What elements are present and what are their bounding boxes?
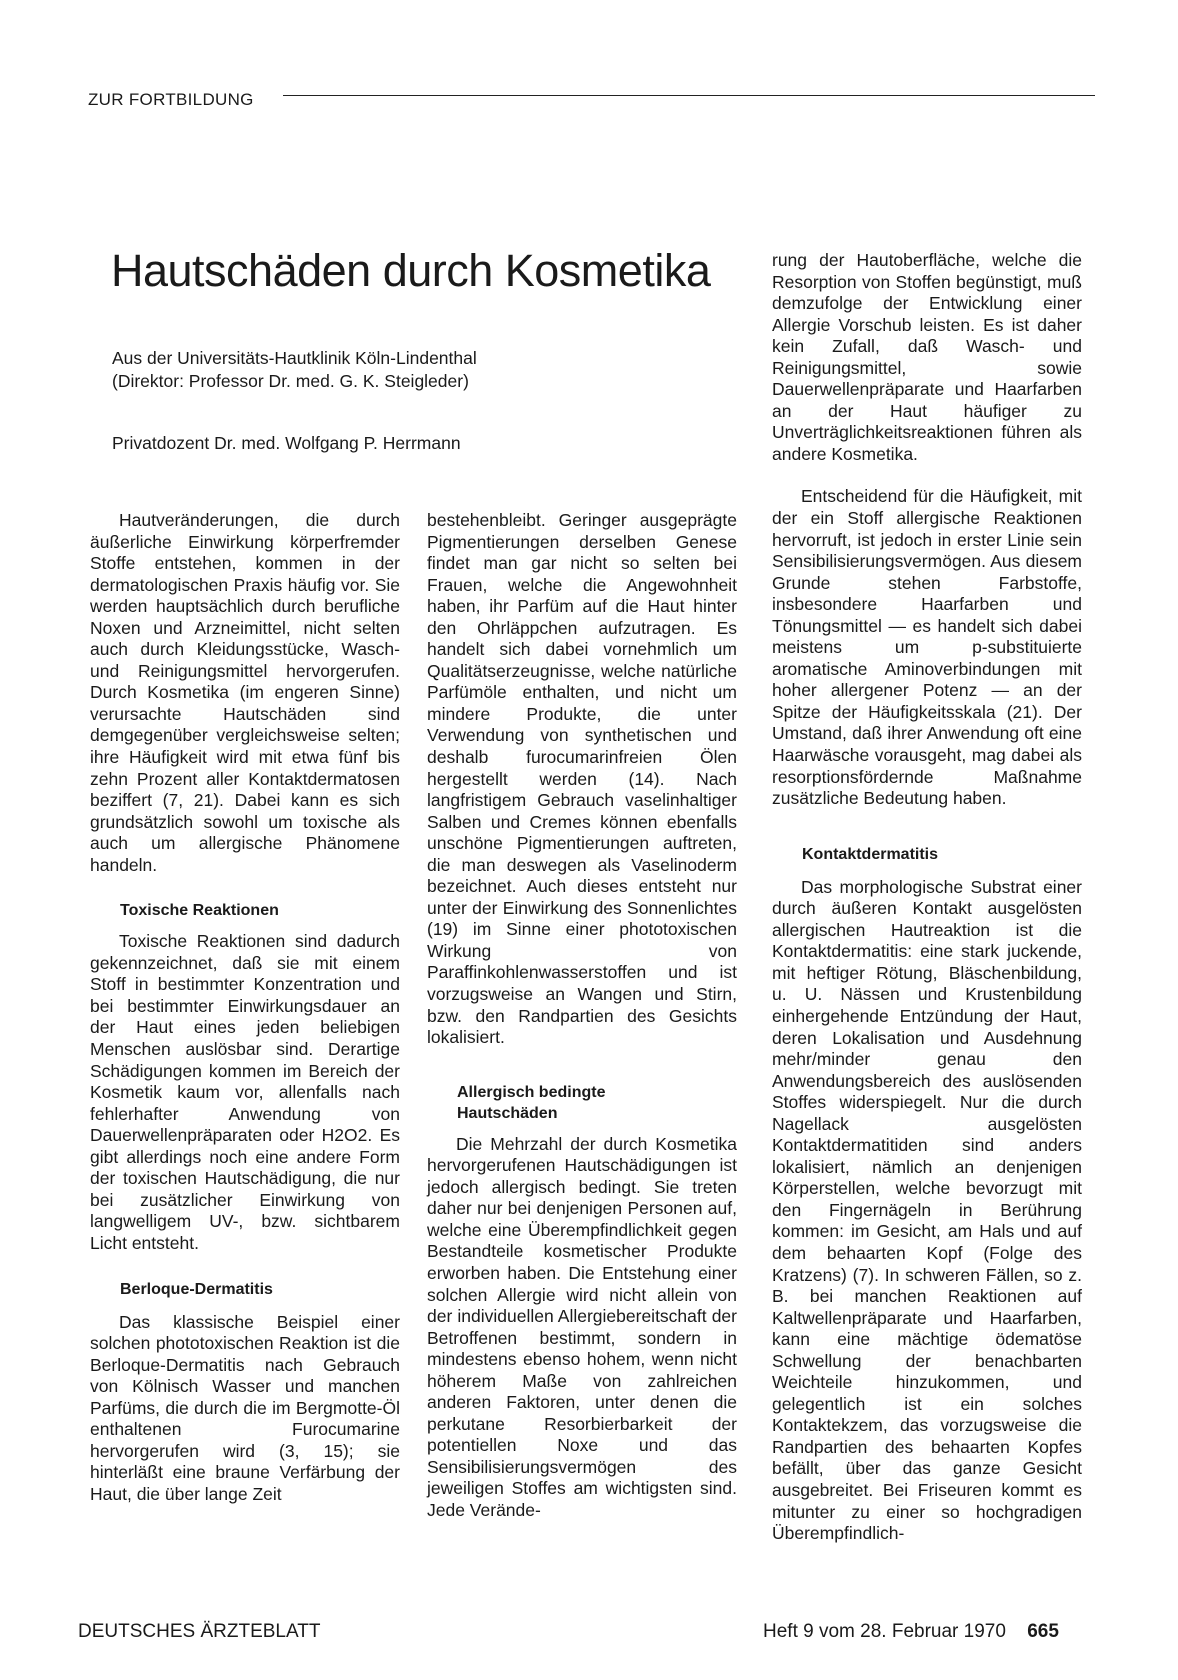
section-heading: Berloque-Dermatitis <box>120 1280 273 1298</box>
section-heading: Toxische Reaktionen <box>120 902 279 920</box>
section-rule <box>283 95 1095 96</box>
section-heading-line-2: Hautschäden <box>457 1104 558 1122</box>
paragraph: Toxische Reaktionen sind dadurch gekennzeichnet, daß sie mit einem Stoff in bestimmter Konzentration und bei bestimmter Einwirkungsdauer an der Haut eines jeden beliebigen Menschen auslösbar sind. Derartige Schädigungen kommen im Bereich der Kosmetik kaum vor, allenfalls nach fehlerhafter Anwendung von Dauerwellenpräparaten oder H2O2. Es gibt allerdings noch eine andere Form der toxischen Hautschädigung, die nur bei zusätzlicher Einwirkung von langwelligem UV-, bzw. sichtbarem Licht entsteht. <box>90 931 400 1253</box>
paragraph: Entscheidend für die Häufigkeit, mit der ein Stoff allergische Reaktionen hervorruft, ist jedoch in erster Linie sein Sensibilisierungsvermögen. Aus diesem Grunde stehen Farbstoffe, insbesondere Haarfarben und Tönungsmittel — es handelt sich dabei meistens um p-substituierte aromatische Aminoverbindungen mit hoher allergener Potenz — an der Spitze der Häufigkeitsskala (21). Der Umstand, daß ihrer Anwendung oft eine Haarwäsche vorausgeht, mag dabei als resorptionsfördernde Maßnahme zusätzliche Bedeutung haben. <box>772 486 1082 809</box>
section-label: ZUR FORTBILDUNG <box>88 90 254 109</box>
paragraph: Das klassische Beispiel einer solchen phototoxischen Reaktion ist die Berloque-Dermatitis nach Gebrauch von Kölnisch Wasser und manchen Parfüms, die durch die im Bergmotte-Öl enthaltenen Furocumarine hervorgerufen wird (3, 15); sie hinterläßt eine braune Verfärbung der Haut, die über lange Zeit <box>90 1311 400 1504</box>
column-2 <box>427 510 737 1522</box>
section-heading: Kontaktdermatitis <box>802 845 939 863</box>
affiliation <box>112 347 762 393</box>
footer-issue <box>763 1621 1059 1643</box>
footer-journal: DEUTSCHES ÄRZTEBLATT <box>78 1621 321 1642</box>
paragraph: Hautveränderungen, die durch äußerliche Einwirkung körperfremder Stoffe entstehen, kommen in der dermatologischen Praxis häufig vor. Sie werden hauptsächlich durch berufliche Noxen und Arzneimittel, nicht selten auch durch Kleidungsstücke, Wasch- und Reinigungsmittel hervorgerufen. Durch Kosmetika (im engeren Sinne) verursachte Hautschäden sind demgegenüber vergleichsweise selten; ihre Häufigkeit wird mit etwa fünf bis zehn Prozent aller Kontaktdermatosen beziffert (7, 21). Dabei kann es sich grundsätzlich sowohl um toxische als auch um allergische Phänomene handeln. <box>90 510 400 875</box>
section-heading-line-1: Allergisch bedingte <box>457 1083 606 1101</box>
issue-date: Heft 9 vom 28. Februar 1970 <box>763 1621 1006 1642</box>
page-number: 665 <box>1027 1621 1059 1642</box>
paragraph: rung der Hautoberfläche, welche die Resorption von Stoffen begünstigt, muß demzufolge der Entwicklung einer Allergie Vorschub leisten. Es ist daher kein Zufall, daß Wasch- und Reinigungsmittel, sowie Dauerwellenpräparate und Haarfarben an der Haut häufiger zu Unverträglichkeitsreaktionen führen als andere Kosmetika. <box>772 250 1082 464</box>
paragraph: bestehenbleibt. Geringer ausgeprägte Pigmentierungen derselben Genese findet man gar nicht so selten bei Frauen, welche die Angewohnheit haben, ihr Parfüm auf die Haut hinter den Ohrläppchen aufzutragen. Es handelt sich dabei vornehmlich um Qualitätserzeugnisse, welche natürliche Parfümöle enthalten, und nicht um mindere Produkte, die unter Verwendung von synthetischen und deshalb furocumarinfreien Ölen hergestellt werden (14). Nach langfristigem Gebrauch vaselinhaltiger Salben und Cremes können ebenfalls unschöne Pigmentierungen auftreten, die man deswegen als Vaselinoderm bezeichnet. Auch dieses entsteht nur unter der Einwirkung des Sonnenlichtes (19) im Sinne einer phototoxischen Wirkung von Paraffinkohlenwasserstoffen und ist vorzugsweise an Wangen und Stirn, bzw. den Randpartien des Gesichts lokalisiert. <box>427 510 737 1048</box>
paragraph: Die Mehrzahl der durch Kosmetika hervorgerufenen Hautschädigungen ist jedoch allergisch bedingt. Sie treten daher nur bei denjenigen Personen auf, welche eine Überempfindlichkeit gegen Bestandteile kosmetischer Produkte erworben haben. Die Entstehung einer solchen Allergie wird nicht allein von der individuellen Allergiebereitschaft der Betroffenen bestimmt, sondern in mindestens ebenso hohem, wenn nicht höherem Maße von zahlreichen anderen Faktoren, unter denen die perkutane Resorbierbarkeit der potentiellen Noxe und das Sensibilisierungsvermögen des jeweiligen Stoffes am wichtigsten sind. Jede Verände- <box>427 1133 737 1520</box>
column-3 <box>772 250 1082 1545</box>
section-heading <box>427 1082 737 1124</box>
column-1 <box>90 510 400 1505</box>
author: Privatdozent Dr. med. Wolfgang P. Herrmann <box>112 433 461 453</box>
paragraph: Das morphologische Substrat einer durch äußeren Kontakt ausgelösten allergischen Hautreaktion ist die Kontaktdermatitis: eine stark juckende, mit heftiger Rötung, Bläschenbildung, u. U. Nässen und Krustenbildung einhergehende Entzündung der Haut, deren Lokalisation und Ausdehnung mehr/minder genau den Anwendungsbereich des auslösenden Stoffes widerspiegelt. Nur die durch Nagellack ausgelösten Kontaktdermatitiden sind anders lokalisiert, nämlich an denjenigen Körperstellen, welche bevorzugt mit den Fingernägeln in Berührung kommen: im Gesicht, am Hals und auf dem behaarten Kopf (Folge des Kratzens) (7). In schweren Fällen, so z. B. bei manchen Reaktionen auf Kaltwellenpräparate und Haarfarben, kann eine mächtige ödematöse Schwellung der benachbarten Weichteile hinzukommen, und gelegentlich ist ein solches Kontaktekzem, das vorzugsweise die Randpartien des behaarten Kopfes befällt, über das ganze Gesicht ausgebreitet. Bei Friseuren kommt es mitunter zu einer so hochgradigen Überempfindlich- <box>772 876 1082 1544</box>
affiliation-line-1: Aus der Universitäts-Hautklinik Köln-Lindenthal <box>112 348 477 368</box>
article-title: Hautschäden durch Kosmetika <box>111 245 711 296</box>
affiliation-line-2: (Direktor: Professor Dr. med. G. K. Steigleder) <box>112 371 469 391</box>
